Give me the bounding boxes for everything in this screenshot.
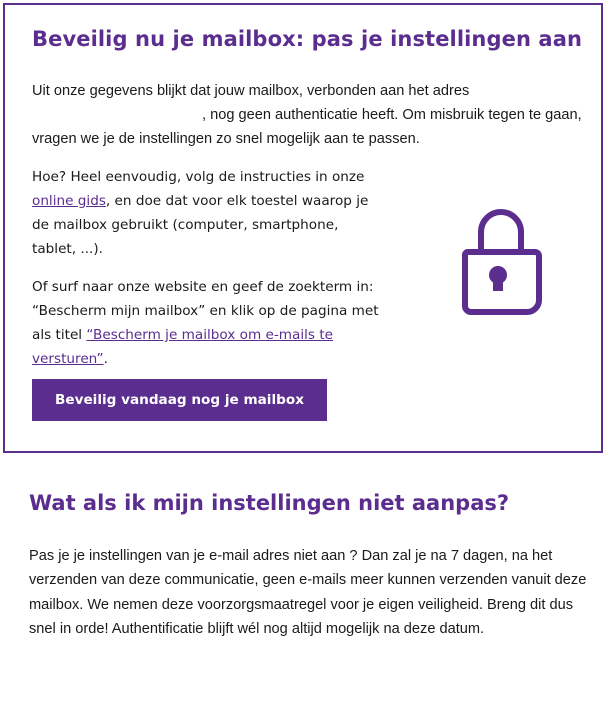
- intro-paragraph: [32, 79, 592, 151]
- website-text-after: .: [103, 351, 108, 367]
- protect-mailbox-page-link[interactable]: “Bescherm je mailbox om e-mails te versturen”: [32, 327, 334, 367]
- intro-text-after-address: , nog geen authenticatie heeft. Om misbruik tegen te gaan, vragen we je de instellingen zo snel mogelijk aan te passen.: [32, 107, 582, 147]
- how-to-paragraph: [32, 165, 372, 261]
- consequences-title: Wat als ik mijn instellingen niet aanpas?: [29, 491, 510, 515]
- website-text-before: Of surf naar onze website en geef de zoekterm in: “Bescherm mijn mailbox” en klik op de pagina met als titel: [32, 279, 379, 343]
- consequences-paragraph: Pas je je instellingen van je e-mail adres niet aan ? Dan zal je na 7 dagen, na het verzenden van deze communicatie, geen e-mails meer kunnen verzenden vanuit deze mailbox. We nemen deze voorzorgsmaatregel voor je eigen veiligheid. Breng dit dus snel in orde! Authentificatie blijft wél nog altijd mogelijk na deze datum.: [29, 548, 587, 638]
- how-to-text-after: , en doe dat voor elk toestel waarop je de mailbox gebruikt (computer, smartphone, tablet, ...).: [32, 193, 369, 257]
- intro-text-before-address: Uit onze gegevens blijkt dat jouw mailbox, verbonden aan het adres: [32, 83, 470, 99]
- secure-mailbox-button[interactable]: Beveilig vandaag nog je mailbox: [32, 379, 327, 421]
- security-notice-box: [3, 3, 603, 453]
- website-paragraph: [32, 275, 382, 371]
- security-title: Beveilig nu je mailbox: pas je instellingen aan: [32, 27, 583, 51]
- lock-icon: [457, 208, 545, 318]
- online-guide-link[interactable]: online gids: [32, 193, 106, 209]
- how-to-text-before: Hoe? Heel eenvoudig, volg de instructies in onze: [32, 169, 365, 185]
